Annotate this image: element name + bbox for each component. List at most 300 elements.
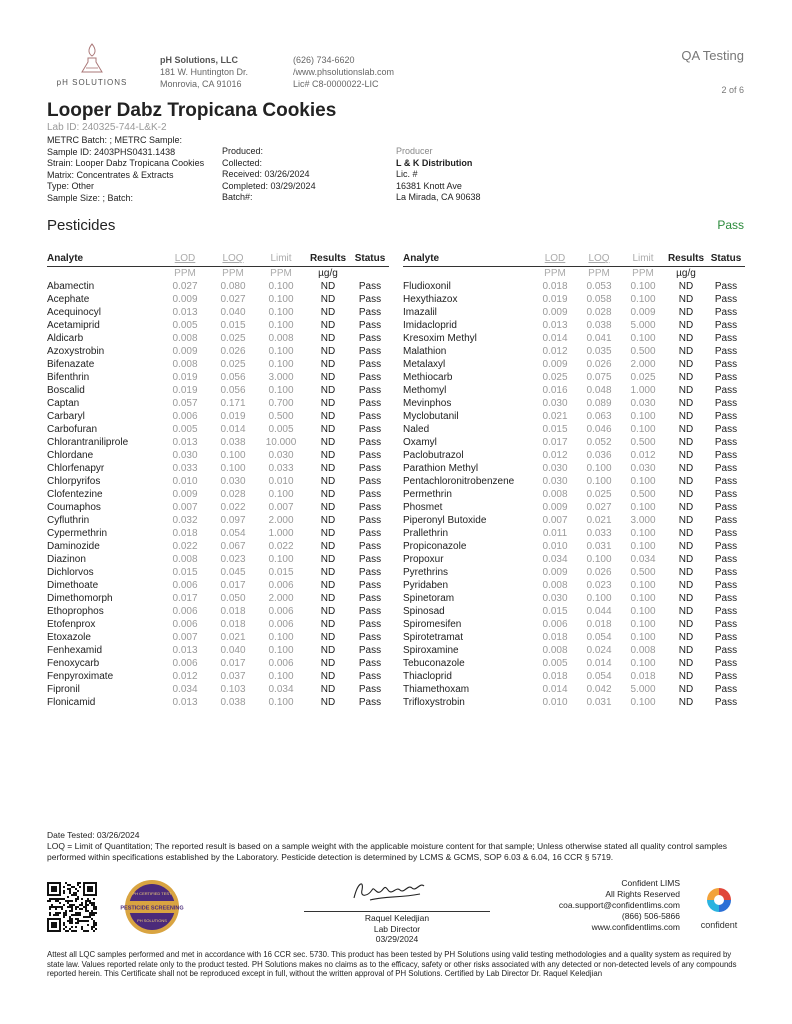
status-cell: Pass xyxy=(714,384,738,396)
table-row xyxy=(403,332,745,345)
loq-cell: 0.100 xyxy=(586,462,612,474)
limit-cell: 3.000 xyxy=(268,371,294,383)
table-row xyxy=(403,670,745,683)
loq-cell: 0.027 xyxy=(586,501,612,513)
status-cell: Pass xyxy=(358,280,382,292)
limit-cell: 0.100 xyxy=(268,644,294,656)
limit-cell: 5.000 xyxy=(630,319,656,331)
lod-cell: 0.006 xyxy=(172,579,198,591)
table-row xyxy=(47,449,389,462)
table-row xyxy=(403,410,745,423)
status-cell: Pass xyxy=(358,475,382,487)
batch-number: Batch#: xyxy=(222,192,253,203)
status-cell: Pass xyxy=(714,488,738,500)
confident-email[interactable]: coa.support@confidentlims.com xyxy=(558,900,680,910)
analyte-cell: Fipronil xyxy=(47,683,80,695)
table-row xyxy=(47,293,389,306)
loq-cell: 0.014 xyxy=(220,423,246,435)
loq-cell: 0.028 xyxy=(220,488,246,500)
lod-cell: 0.009 xyxy=(542,566,568,578)
result-cell: ND xyxy=(320,553,336,565)
table-row xyxy=(403,553,745,566)
table-row xyxy=(47,345,389,358)
table-row xyxy=(403,618,745,631)
status-cell: Pass xyxy=(714,670,738,682)
status-cell: Pass xyxy=(714,514,738,526)
lab-address-line2: Monrovia, CA 91016 xyxy=(160,79,242,89)
table-row xyxy=(403,605,745,618)
status-cell: Pass xyxy=(714,696,738,708)
result-cell: ND xyxy=(678,592,694,604)
loq-cell: 0.021 xyxy=(586,514,612,526)
lod-cell: 0.010 xyxy=(172,475,198,487)
signer-block xyxy=(304,913,490,945)
result-cell: ND xyxy=(678,293,694,305)
analyte-cell: Methiocarb xyxy=(403,371,453,383)
table-row xyxy=(47,501,389,514)
analyte-cell: Permethrin xyxy=(403,488,452,500)
limit-cell: 0.008 xyxy=(268,332,294,344)
status-cell: Pass xyxy=(358,345,382,357)
loq-cell: 0.018 xyxy=(586,618,612,630)
product-title: Looper Dabz Tropicana Cookies xyxy=(47,100,337,121)
status-cell: Pass xyxy=(358,488,382,500)
loq-cell: 0.054 xyxy=(586,631,612,643)
loq-cell: 0.100 xyxy=(220,449,246,461)
table-row xyxy=(403,462,745,475)
table-row xyxy=(47,358,389,371)
result-cell: ND xyxy=(320,644,336,656)
lod-cell: 0.010 xyxy=(542,540,568,552)
producer-name: L & K Distribution xyxy=(396,157,473,168)
lod-cell: 0.013 xyxy=(172,696,198,708)
unit-results: µg/g xyxy=(318,267,338,279)
col-results: Results xyxy=(305,252,351,266)
limit-cell: 2.000 xyxy=(268,514,294,526)
collected-date: Collected: xyxy=(222,157,263,168)
table-row xyxy=(403,683,745,696)
loq-cell: 0.063 xyxy=(586,410,612,422)
loq-cell: 0.045 xyxy=(220,566,246,578)
result-cell: ND xyxy=(320,540,336,552)
loq-cell: 0.103 xyxy=(220,683,246,695)
lod-cell: 0.006 xyxy=(172,618,198,630)
producer-label: Producer xyxy=(396,146,433,156)
lod-cell: 0.008 xyxy=(172,358,198,370)
analyte-cell: Mevinphos xyxy=(403,397,452,409)
analyte-cell: Chlorfenapyr xyxy=(47,462,105,474)
signer-title: Lab Director xyxy=(373,923,421,934)
table-row xyxy=(47,423,389,436)
result-cell: ND xyxy=(320,475,336,487)
status-cell: Pass xyxy=(358,462,382,474)
table-row xyxy=(403,488,745,501)
loq-cell: 0.027 xyxy=(220,293,246,305)
status-cell: Pass xyxy=(714,462,738,474)
result-cell: ND xyxy=(678,514,694,526)
status-cell: Pass xyxy=(714,293,738,305)
lod-cell: 0.013 xyxy=(172,436,198,448)
confident-logo-text: confident xyxy=(700,920,738,930)
lab-id: Lab ID: 240325-744-L&K-2 xyxy=(47,122,167,133)
result-cell: ND xyxy=(320,423,336,435)
analyte-cell: Parathion Methyl xyxy=(403,462,479,474)
analyte-cell: Hexythiazox xyxy=(403,293,458,305)
status-cell: Pass xyxy=(714,280,738,292)
lod-cell: 0.012 xyxy=(542,449,568,461)
limit-cell: 0.500 xyxy=(268,410,294,422)
unit-limit: PPM xyxy=(632,267,654,279)
limit-cell: 0.100 xyxy=(630,410,656,422)
result-cell: ND xyxy=(678,631,694,643)
signature-line xyxy=(304,911,490,912)
status-cell: Pass xyxy=(714,475,738,487)
signer-name: Raquel Keledjian xyxy=(364,913,430,923)
status-cell: Pass xyxy=(714,566,738,578)
status-cell: Pass xyxy=(714,579,738,591)
limit-cell: 0.100 xyxy=(630,631,656,643)
table-row xyxy=(47,657,389,670)
analyte-cell: Captan xyxy=(47,397,80,409)
matrix: Matrix: Concentrates & Extracts xyxy=(47,169,174,180)
table-row xyxy=(403,345,745,358)
analyte-cell: Acequinocyl xyxy=(47,306,101,318)
section-title: Pesticides xyxy=(47,217,116,234)
result-cell: ND xyxy=(678,618,694,630)
table-row xyxy=(403,592,745,605)
lab-license: Lic# C8-0000022-LIC xyxy=(293,79,379,89)
status-cell: Pass xyxy=(714,657,738,669)
lod-cell: 0.015 xyxy=(542,423,568,435)
result-cell: ND xyxy=(678,670,694,682)
status-cell: Pass xyxy=(358,436,382,448)
limit-cell: 0.100 xyxy=(630,423,656,435)
lod-cell: 0.014 xyxy=(542,683,568,695)
status-cell: Pass xyxy=(714,644,738,656)
loq-cell: 0.038 xyxy=(586,319,612,331)
limit-cell: 0.100 xyxy=(268,670,294,682)
result-cell: ND xyxy=(320,397,336,409)
loq-cell: 0.100 xyxy=(586,475,612,487)
loq-cell: 0.017 xyxy=(220,657,246,669)
result-cell: ND xyxy=(678,384,694,396)
lod-cell: 0.005 xyxy=(172,423,198,435)
analyte-cell: Spinosad xyxy=(403,605,445,617)
producer-city: La Mirada, CA 90638 xyxy=(396,192,481,203)
table-row xyxy=(403,397,745,410)
limit-cell: 0.008 xyxy=(630,644,656,656)
result-cell: ND xyxy=(320,592,336,604)
result-cell: ND xyxy=(320,618,336,630)
sample-id: Sample ID: 2403PHS0431.1438 xyxy=(47,146,176,157)
limit-cell: 0.030 xyxy=(630,462,656,474)
status-cell: Pass xyxy=(714,423,738,435)
lod-cell: 0.030 xyxy=(172,449,198,461)
loq-cell: 0.067 xyxy=(220,540,246,552)
analyte-cell: Fenpyroximate xyxy=(47,670,114,682)
limit-cell: 10.000 xyxy=(265,436,297,448)
limit-cell: 0.009 xyxy=(630,306,656,318)
lod-cell: 0.013 xyxy=(172,644,198,656)
result-cell: ND xyxy=(678,462,694,474)
status-cell: Pass xyxy=(358,540,382,552)
loq-cell: 0.046 xyxy=(586,423,612,435)
loq-cell: 0.100 xyxy=(220,462,246,474)
table-row xyxy=(47,514,389,527)
overall-status-badge: Pass xyxy=(717,218,744,232)
result-cell: ND xyxy=(320,605,336,617)
result-cell: ND xyxy=(320,527,336,539)
lod-cell: 0.022 xyxy=(172,540,198,552)
lod-cell: 0.009 xyxy=(172,345,198,357)
lod-cell: 0.019 xyxy=(172,371,198,383)
lod-cell: 0.057 xyxy=(172,397,198,409)
loq-cell: 0.036 xyxy=(586,449,612,461)
status-cell: Pass xyxy=(714,605,738,617)
unit-row xyxy=(47,266,389,280)
table-row xyxy=(47,566,389,579)
analyte-cell: Dimethomorph xyxy=(47,592,113,604)
sample-info-block xyxy=(47,135,204,205)
qr-code-icon[interactable] xyxy=(47,882,97,932)
unit-lod: PPM xyxy=(544,267,566,279)
result-cell: ND xyxy=(678,488,694,500)
table-row xyxy=(403,501,745,514)
pesticide-screening-badge xyxy=(120,878,184,936)
lab-address-line1: 181 W. Huntington Dr. xyxy=(160,67,249,77)
analyte-cell: Spinetoram xyxy=(403,592,455,604)
limit-cell: 0.100 xyxy=(630,579,656,591)
pesticides-table-left xyxy=(47,252,389,709)
producer-street: 16381 Knott Ave xyxy=(396,180,462,191)
limit-cell: 0.100 xyxy=(630,527,656,539)
status-cell: Pass xyxy=(358,449,382,461)
result-cell: ND xyxy=(678,553,694,565)
table-row xyxy=(47,319,389,332)
limit-cell: 1.000 xyxy=(268,527,294,539)
col-analyte: Analyte xyxy=(403,252,533,266)
loq-cell: 0.052 xyxy=(586,436,612,448)
analyte-cell: Ethoprophos xyxy=(47,605,104,617)
result-cell: ND xyxy=(678,501,694,513)
status-cell: Pass xyxy=(358,592,382,604)
status-cell: Pass xyxy=(714,345,738,357)
table-row xyxy=(47,371,389,384)
limit-cell: 3.000 xyxy=(630,514,656,526)
producer-block xyxy=(396,146,481,204)
unit-lod: PPM xyxy=(174,267,196,279)
loq-cell: 0.026 xyxy=(586,358,612,370)
limit-cell: 0.100 xyxy=(268,319,294,331)
loq-cell: 0.033 xyxy=(586,527,612,539)
loq-cell: 0.026 xyxy=(586,566,612,578)
result-cell: ND xyxy=(320,449,336,461)
unit-loq: PPM xyxy=(588,267,610,279)
result-cell: ND xyxy=(678,397,694,409)
analyte-cell: Chlorantraniliprole xyxy=(47,436,129,448)
lod-cell: 0.006 xyxy=(172,410,198,422)
result-cell: ND xyxy=(320,488,336,500)
table-row xyxy=(47,553,389,566)
loq-cell: 0.025 xyxy=(220,358,246,370)
logo-text: pH SOLUTIONS xyxy=(56,78,128,87)
status-cell: Pass xyxy=(714,436,738,448)
lod-cell: 0.014 xyxy=(542,332,568,344)
loq-cell: 0.018 xyxy=(220,605,246,617)
result-cell: ND xyxy=(678,345,694,357)
limit-cell: 0.005 xyxy=(268,423,294,435)
result-cell: ND xyxy=(678,605,694,617)
table-row xyxy=(47,306,389,319)
lod-cell: 0.009 xyxy=(542,358,568,370)
lod-cell: 0.018 xyxy=(542,670,568,682)
status-cell: Pass xyxy=(714,358,738,370)
analyte-cell: Piperonyl Butoxide xyxy=(403,514,487,526)
table-row xyxy=(403,579,745,592)
limit-cell: 0.010 xyxy=(268,475,294,487)
analyte-cell: Daminozide xyxy=(47,540,100,552)
lod-cell: 0.010 xyxy=(542,696,568,708)
lod-cell: 0.019 xyxy=(542,293,568,305)
table-row xyxy=(403,371,745,384)
analyte-cell: Etofenprox xyxy=(47,618,96,630)
analyte-cell: Boscalid xyxy=(47,384,85,396)
lod-cell: 0.012 xyxy=(542,345,568,357)
analyte-cell: Azoxystrobin xyxy=(47,345,105,357)
confident-logo xyxy=(694,886,744,932)
result-cell: ND xyxy=(678,280,694,292)
loq-cell: 0.035 xyxy=(586,345,612,357)
result-cell: ND xyxy=(678,306,694,318)
confident-phone: (866) 506-5866 xyxy=(621,911,680,921)
table-row xyxy=(403,280,745,293)
status-cell: Pass xyxy=(714,553,738,565)
limit-cell: 0.025 xyxy=(630,371,656,383)
loq-cell: 0.050 xyxy=(220,592,246,604)
result-cell: ND xyxy=(320,683,336,695)
loq-cell: 0.100 xyxy=(586,553,612,565)
received-date: Received: 03/26/2024 xyxy=(222,169,310,180)
result-cell: ND xyxy=(320,384,336,396)
loq-cell: 0.089 xyxy=(586,397,612,409)
table-row xyxy=(47,397,389,410)
limit-cell: 0.012 xyxy=(630,449,656,461)
lod-cell: 0.015 xyxy=(542,605,568,617)
table-row xyxy=(403,293,745,306)
result-cell: ND xyxy=(320,514,336,526)
status-cell: Pass xyxy=(358,423,382,435)
analyte-cell: Etoxazole xyxy=(47,631,91,643)
limit-cell: 0.100 xyxy=(630,605,656,617)
col-lod: LOD xyxy=(533,252,577,266)
lod-cell: 0.006 xyxy=(172,657,198,669)
lod-cell: 0.005 xyxy=(172,319,198,331)
loq-cell: 0.080 xyxy=(220,280,246,292)
table-row xyxy=(403,358,745,371)
analyte-cell: Flonicamid xyxy=(47,696,96,708)
status-cell: Pass xyxy=(358,293,382,305)
limit-cell: 0.022 xyxy=(268,540,294,552)
analyte-cell: Clofentezine xyxy=(47,488,103,500)
status-cell: Pass xyxy=(358,683,382,695)
result-cell: ND xyxy=(678,423,694,435)
status-cell: Pass xyxy=(714,332,738,344)
status-cell: Pass xyxy=(714,501,738,513)
col-status: Status xyxy=(707,252,745,266)
loq-cell: 0.056 xyxy=(220,371,246,383)
table-row xyxy=(47,696,389,709)
status-cell: Pass xyxy=(714,618,738,630)
limit-cell: 0.015 xyxy=(268,566,294,578)
lod-cell: 0.017 xyxy=(172,592,198,604)
loq-cell: 0.026 xyxy=(220,345,246,357)
status-cell: Pass xyxy=(714,397,738,409)
col-analyte: Analyte xyxy=(47,252,161,266)
confident-web[interactable]: www.confidentlims.com xyxy=(591,922,680,932)
result-cell: ND xyxy=(320,436,336,448)
lod-cell: 0.030 xyxy=(542,462,568,474)
result-cell: ND xyxy=(320,579,336,591)
lod-cell: 0.017 xyxy=(542,436,568,448)
limit-cell: 0.100 xyxy=(268,488,294,500)
table-row xyxy=(403,696,745,709)
result-cell: ND xyxy=(678,657,694,669)
limit-cell: 0.018 xyxy=(630,670,656,682)
loq-cell: 0.031 xyxy=(586,540,612,552)
status-cell: Pass xyxy=(358,501,382,513)
unit-limit: PPM xyxy=(270,267,292,279)
loq-cell: 0.022 xyxy=(220,501,246,513)
result-cell: ND xyxy=(320,345,336,357)
disclaimer-text: Attest all LQC samples performed and met in accordance with 16 CCR sec. 5730. This product has been tested by PH Solutions using valid testing methodologies and a quality system as required by state law. Values reported relate only to the product tested. PH Solutions makes no claims as to the efficacy, safety or other risks associated with any detected or non-detected levels of any compounds reported herein. This Certificate shall not be reproduced except in full, without the written approval of PH Solutions. Certified by Lab Director Dr. Raquel Keledjian xyxy=(47,950,737,978)
status-cell: Pass xyxy=(358,332,382,344)
limit-cell: 0.100 xyxy=(630,501,656,513)
col-lod: LOD xyxy=(161,252,209,266)
analyte-cell: Tebuconazole xyxy=(403,657,465,669)
lod-cell: 0.006 xyxy=(542,618,568,630)
analyte-cell: Spirotetramat xyxy=(403,631,464,643)
table-row xyxy=(403,423,745,436)
limit-cell: 0.100 xyxy=(630,475,656,487)
loq-cell: 0.030 xyxy=(220,475,246,487)
analyte-cell: Carbofuran xyxy=(47,423,98,435)
col-limit: Limit xyxy=(257,252,305,266)
result-cell: ND xyxy=(320,501,336,513)
lod-cell: 0.011 xyxy=(542,527,568,539)
loq-cell: 0.017 xyxy=(220,579,246,591)
lod-cell: 0.007 xyxy=(172,501,198,513)
status-cell: Pass xyxy=(358,319,382,331)
analyte-cell: Cypermethrin xyxy=(47,527,108,539)
producer-license: Lic. # xyxy=(396,169,418,180)
metrc-info: METRC Batch: ; METRC Sample: xyxy=(47,135,183,145)
confident-rights: All Rights Reserved xyxy=(605,889,680,899)
table-row xyxy=(47,488,389,501)
analyte-cell: Abamectin xyxy=(47,280,95,292)
lod-cell: 0.021 xyxy=(542,410,568,422)
lod-cell: 0.007 xyxy=(172,631,198,643)
result-cell: ND xyxy=(320,696,336,708)
table-header-row xyxy=(403,252,745,266)
limit-cell: 0.100 xyxy=(630,293,656,305)
limit-cell: 0.100 xyxy=(268,631,294,643)
pesticides-table-right xyxy=(403,252,745,709)
limit-cell: 0.100 xyxy=(630,618,656,630)
limit-cell: 0.100 xyxy=(630,280,656,292)
analyte-cell: Propiconazole xyxy=(403,540,467,552)
status-cell: Pass xyxy=(358,397,382,409)
badge-mid-text: PESTICIDE SCREENING xyxy=(120,905,184,912)
